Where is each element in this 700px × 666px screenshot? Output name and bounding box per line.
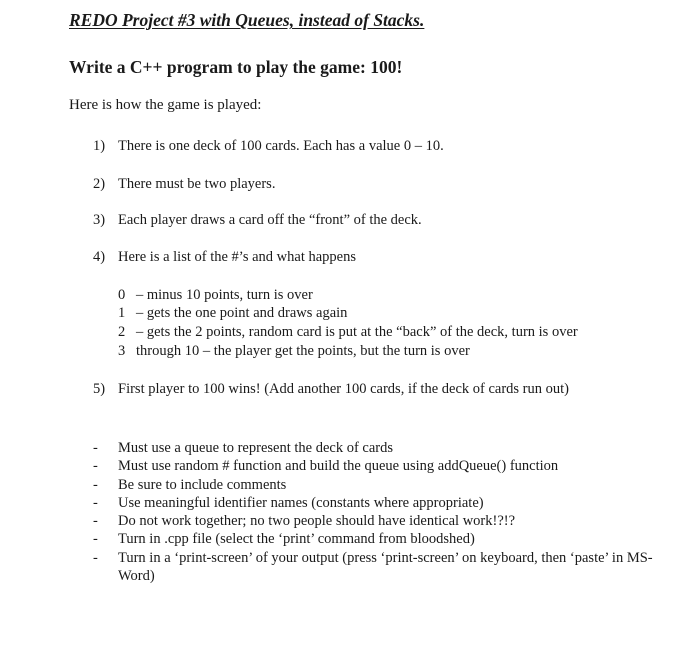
- bullet-marker: -: [93, 458, 98, 475]
- step-text: Each player draws a card off the “front” of the deck.: [118, 212, 422, 228]
- step-text: There must be two players.: [118, 176, 276, 192]
- step-item: [93, 212, 422, 229]
- card-rule-text: – gets the 2 points, random card is put at the “back” of the deck, turn is over: [136, 324, 578, 340]
- requirement-text: Do not work together; no two people should have identical work!?!?: [118, 513, 516, 530]
- bullet-marker: -: [93, 494, 98, 511]
- card-rule-text: – minus 10 points, turn is over: [136, 287, 313, 303]
- bullet-marker: -: [93, 513, 98, 530]
- intro-text: Here is how the game is played:: [69, 97, 262, 113]
- step-item: [93, 249, 356, 266]
- requirements-list: [93, 439, 653, 585]
- requirement-text: Use meaningful identifier names (constants where appropriate): [118, 494, 484, 511]
- bullet-marker: -: [93, 531, 98, 548]
- list-item: [93, 512, 653, 530]
- requirement-text: Be sure to include comments: [118, 476, 287, 493]
- card-rule-text: – gets the one point and draws again: [136, 305, 348, 321]
- step-number: 5): [93, 381, 106, 397]
- step-text: There is one deck of 100 cards. Each has a value 0 – 10.: [118, 138, 444, 154]
- list-item: [93, 549, 653, 586]
- bullet-marker: -: [93, 440, 98, 456]
- requirement-text: Turn in .cpp file (select the ‘print’ command from bloodshed): [118, 531, 475, 548]
- card-value: 3: [118, 343, 126, 359]
- card-rule: [118, 342, 470, 360]
- step-number: 4): [93, 249, 106, 265]
- step-item: [93, 381, 569, 398]
- bullet-marker: -: [93, 549, 98, 566]
- card-value: 2: [118, 324, 126, 340]
- bullet-marker: -: [93, 476, 98, 493]
- card-rule: [118, 323, 578, 341]
- list-item: [93, 476, 653, 494]
- requirement-text: Turn in a ‘print-screen’ of your output (press ‘print-screen’ on keyboard, then ‘paste’ in MS-Word): [118, 549, 653, 585]
- step-item: [93, 176, 275, 193]
- card-rule-text: through 10 – the player get the points, but the turn is over: [136, 343, 470, 359]
- step-number: 1): [93, 138, 106, 154]
- list-item: [93, 494, 653, 512]
- requirement-text: Must use a queue to represent the deck of cards: [118, 440, 393, 456]
- step-text: First player to 100 wins! (Add another 100 cards, if the deck of cards run out): [118, 381, 569, 397]
- card-rule: [118, 286, 313, 304]
- step-item: [93, 138, 444, 155]
- step-text: Here is a list of the #’s and what happens: [118, 249, 356, 265]
- card-rule: [118, 304, 347, 322]
- card-value: 0: [118, 287, 126, 303]
- assignment-heading: Write a C++ program to play the game: 100!: [69, 57, 403, 77]
- list-item: [93, 457, 653, 475]
- card-value: 1: [118, 305, 126, 321]
- list-item: [93, 530, 653, 548]
- step-number: 2): [93, 176, 106, 192]
- step-number: 3): [93, 212, 106, 228]
- requirement-text: Must use random # function and build the queue using addQueue() function: [118, 458, 559, 475]
- page-title: REDO Project #3 with Queues, instead of Stacks.: [69, 10, 425, 30]
- list-item: [93, 439, 653, 457]
